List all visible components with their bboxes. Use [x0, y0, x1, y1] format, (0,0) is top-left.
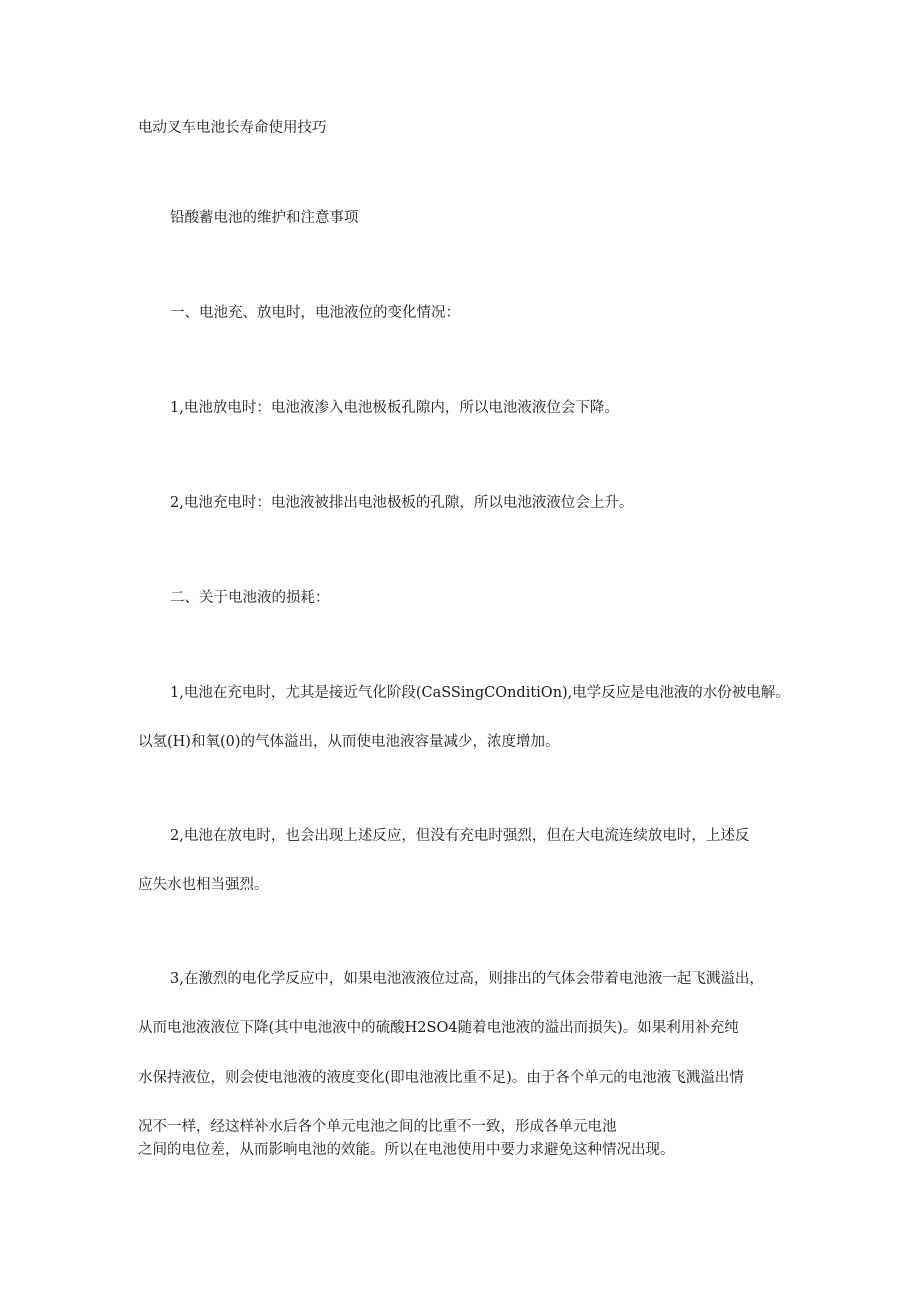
document-subtitle: 铅酸蓄电池的维护和注意事项: [170, 210, 359, 226]
section-heading-1: 一、电池充、放电时，电池液位的变化情况：: [170, 305, 460, 321]
paragraph-line: 2,电池充电时：电池液被排出电池极板的孔隙，所以电池液液位会上升。: [170, 495, 634, 511]
paragraph-line: 之间的电位差，从而影响电池的效能。所以在电池使用中要力求避免这种情况出现。: [138, 1142, 675, 1158]
paragraph-line: 以氢(H)和氧(0)的气体溢出，从而使电池液容量减少，浓度增加。: [138, 734, 560, 750]
paragraph-line: 1,电池在充电时，尤其是接近气化阶段(CaSSingCOnditiOn),电学反应是电池液的水份被电解。: [170, 685, 790, 701]
document-title: 电动叉车电池长寿命使用技巧: [138, 120, 327, 136]
paragraph-line: 况不一样，经这样补水后各个单元电池之间的比重不一致，形成各单元电池: [138, 1119, 617, 1135]
paragraph-line: 水保持液位，则会使电池液的液度变化(即电池液比重不足)。由于各个单元的电池液飞溅溢出情: [138, 1070, 744, 1086]
paragraph-line: 从而电池液液位下降(其中电池液中的硫酸H2SO4随着电池液的溢出而损失)。如果利用补充纯: [138, 1020, 739, 1036]
section-heading-2: 二、关于电池液的损耗：: [170, 590, 330, 606]
paragraph-line: 2,电池在放电时，也会出现上述反应，但没有充电时强烈，但在大电流连续放电时，上述反: [170, 828, 750, 844]
paragraph-line: 3,在激烈的电化学反应中，如果电池液液位过高，则排出的气体会带着电池液一起飞溅溢出，: [170, 971, 764, 987]
paragraph-line: 1,电池放电时：电池液渗入电池极板孔隙内，所以电池液液位会下降。: [170, 400, 619, 416]
paragraph-line: 应失水也相当强烈。: [138, 877, 269, 893]
